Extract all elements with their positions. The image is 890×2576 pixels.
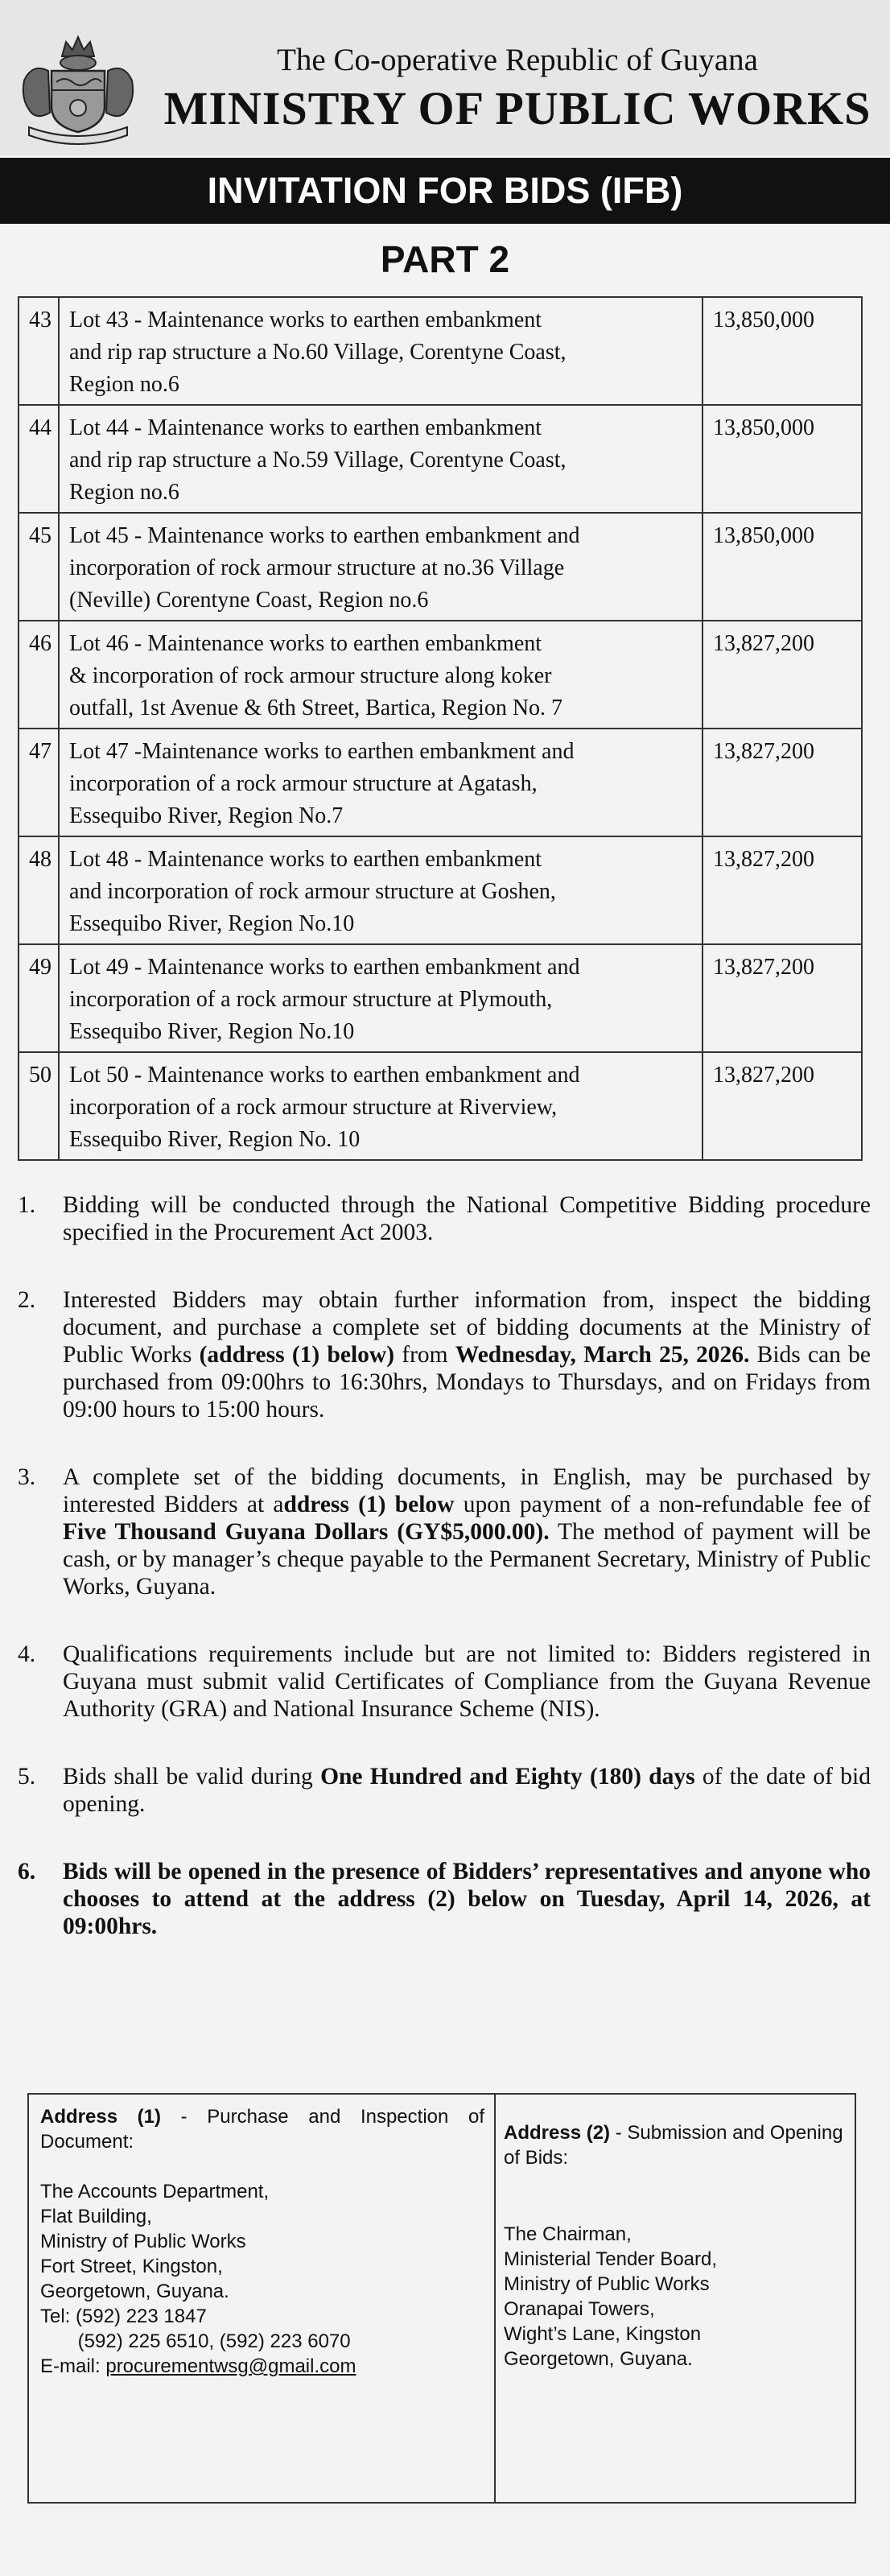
lot-description-line: Essequibo River, Region No. 10 (69, 1127, 361, 1152)
lot-amount: 13,827,200 (703, 1052, 862, 1160)
lot-number: 48 (19, 836, 59, 944)
condition-text: Bidding will be conducted through the National Competitive Bidding procedure specified in the Procurement Act 2003. (63, 1192, 871, 1245)
country-subtitle: The Co-operative Republic of Guyana (277, 43, 758, 77)
conditions-list (18, 1191, 871, 1940)
condition-item (18, 1641, 871, 1723)
lot-row (19, 944, 862, 1052)
address1-line: Fort Street, Kingston, (40, 2256, 223, 2277)
lot-description-line: Lot 47 -Maintenance works to earthen embankment and (69, 739, 575, 764)
condition-number: 6. (18, 1859, 36, 1885)
address-2-label: Address (2) (504, 2122, 611, 2144)
lot-row (19, 836, 862, 944)
condition-number: 5. (18, 1764, 36, 1790)
condition-text: Interested Bidders may obtain further information from, inspect the bidding document, and purchase a complete set of bidding documents at the Ministry of Public Works (63, 1287, 871, 1368)
condition-item (18, 1763, 871, 1818)
lot-description-line: and incorporation of rock armour structure at Goshen, (69, 879, 556, 904)
address1-line: Flat Building, (40, 2206, 152, 2227)
address-1-email-line (40, 2354, 484, 2379)
condition-text-bold: (address (1) below) (199, 1342, 395, 1368)
condition-text-bold: Five Thousand Guyana Dollars (GY$5,000.00). (63, 1519, 550, 1545)
condition-item (18, 1858, 871, 1940)
email-link[interactable]: procurementwsg@gmail.com (105, 2355, 356, 2377)
lot-description-line: and rip rap structure a No.59 Village, Corentyne Coast, (69, 448, 567, 473)
condition-text-bold: Wednesday, March 25, 2026. (455, 1342, 750, 1368)
lot-description-line: Lot 43 - Maintenance works to earthen embankment (69, 308, 542, 332)
lot-row (19, 405, 862, 513)
address1-line: The Accounts Department, (40, 2181, 270, 2202)
lot-description (59, 405, 703, 513)
address2-line: Wight’s Lane, Kingston (504, 2323, 702, 2345)
lot-description (59, 836, 703, 944)
address1-line: Tel: (592) 223 1847 (40, 2306, 207, 2327)
lot-number: 43 (19, 297, 59, 405)
lot-amount: 13,827,200 (703, 836, 862, 944)
condition-text: Bids can be purchased from 09:00hrs to 16:30hrs, Mondays to Thursdays, and on Fridays from 09:00 hours to 15:00 hours. (63, 1342, 871, 1422)
lot-row (19, 621, 862, 729)
address-box (27, 2093, 856, 2504)
lot-row (19, 297, 862, 405)
lot-number: 44 (19, 405, 59, 513)
condition-text-bold: ddress (1) below (283, 1492, 455, 1517)
condition-text: Bids shall be valid during (63, 1764, 321, 1790)
email-label: E-mail: (40, 2355, 106, 2377)
lot-number: 50 (19, 1052, 59, 1160)
condition-text-bold: One Hundred and Eighty (180) days (320, 1764, 695, 1790)
lot-amount: 13,850,000 (703, 297, 862, 405)
lot-row (19, 1052, 862, 1160)
lot-description-line: incorporation of rock armour structure at no.36 Village (69, 555, 565, 580)
lot-description-line: Region no.6 (69, 480, 179, 505)
address2-line: Georgetown, Guyana. (504, 2348, 693, 2370)
lot-description-line: Essequibo River, Region No.10 (69, 911, 355, 936)
address-1-label: Address (1) (40, 2106, 161, 2128)
address-2-heading (504, 2120, 846, 2170)
address-2-heading-text: - Submission and Opening of Bids: (504, 2122, 843, 2169)
lot-description-line: Lot 49 - Maintenance works to earthen embankment and (69, 955, 580, 980)
address-1 (40, 2104, 484, 2379)
lot-description-line: Lot 46 - Maintenance works to earthen embankment (69, 631, 542, 656)
lot-description (59, 297, 703, 405)
lot-description-line: (Neville) Corentyne Coast, Region no.6 (69, 588, 429, 613)
lot-description-line: Lot 45 - Maintenance works to earthen embankment and (69, 523, 580, 548)
address2-line: The Chairman, (504, 2223, 632, 2245)
ministry-title: MINISTRY OF PUBLIC WORKS (163, 82, 871, 134)
condition-text: The method of payment will be cash, or by manager’s cheque payable to the Permanent Secretary, Ministry of Public Works, Guyana. (63, 1519, 871, 1600)
lot-description (59, 621, 703, 729)
lot-description (59, 513, 703, 621)
condition-item (18, 1286, 871, 1423)
lot-number: 49 (19, 944, 59, 1052)
condition-text-bold: Bids will be opened in the presence of Bidders’ representatives and anyone who chooses to attend at the address (2) below on Tuesday, April 14, 2026, at 09:00hrs. (63, 1859, 871, 1939)
address1-line: (592) 225 6510, (592) 223 6070 (40, 2330, 351, 2352)
condition-text: of the date of bid opening. (63, 1764, 871, 1817)
lot-number: 47 (19, 729, 59, 836)
lots-table (18, 296, 863, 1161)
address1-line: Ministry of Public Works (40, 2231, 246, 2252)
lot-description (59, 1052, 703, 1160)
lot-description-line: incorporation of a rock armour structure at Plymouth, (69, 987, 553, 1012)
address2-line: Ministry of Public Works (504, 2273, 710, 2295)
lot-amount: 13,827,200 (703, 729, 862, 836)
condition-text: from (394, 1342, 455, 1368)
lot-number: 46 (19, 621, 59, 729)
lot-amount: 13,827,200 (703, 944, 862, 1052)
lot-description-line: and rip rap structure a No.60 Village, Corentyne Coast, (69, 340, 567, 365)
lot-description-line: Lot 50 - Maintenance works to earthen embankment and (69, 1063, 580, 1088)
lot-description-line: Lot 44 - Maintenance works to earthen embankment (69, 415, 542, 440)
address-2 (504, 2120, 846, 2372)
lot-amount: 13,850,000 (703, 405, 862, 513)
lot-description-line: Lot 48 - Maintenance works to earthen embankment (69, 847, 542, 872)
condition-number: 3. (18, 1464, 36, 1490)
condition-number: 4. (18, 1641, 36, 1667)
condition-item (18, 1463, 871, 1600)
coat-of-arms-icon (18, 32, 138, 145)
lot-amount: 13,850,000 (703, 513, 862, 621)
part-heading: PART 2 (380, 238, 510, 280)
lot-description-line: incorporation of a rock armour structure at Riverview, (69, 1095, 558, 1120)
lot-row (19, 513, 862, 621)
address2-line: Oranapai Towers, (504, 2298, 655, 2320)
address2-line: Ministerial Tender Board, (504, 2248, 718, 2270)
condition-number: 2. (18, 1287, 36, 1313)
condition-number: 1. (18, 1192, 36, 1218)
lot-description-line: Essequibo River, Region No.7 (69, 803, 344, 828)
lot-row (19, 729, 862, 836)
ifb-banner: INVITATION FOR BIDS (IFB) (0, 158, 890, 224)
address-1-heading (40, 2104, 484, 2154)
address1-line: Georgetown, Guyana. (40, 2281, 229, 2302)
lot-amount: 13,827,200 (703, 621, 862, 729)
condition-text: upon payment of a non-refundable fee of (454, 1492, 871, 1517)
lot-description-line: Essequibo River, Region No.10 (69, 1019, 355, 1044)
condition-text: A complete set of the bidding documents, in English, may be purchased by interested Bidders at a (63, 1464, 871, 1517)
lot-description (59, 944, 703, 1052)
lot-description-line: outfall, 1st Avenue & 6th Street, Bartica, Region No. 7 (69, 696, 563, 720)
lot-number: 45 (19, 513, 59, 621)
condition-item (18, 1191, 871, 1246)
address-1-heading-text: - Purchase and Inspection of Document: (40, 2106, 484, 2153)
lot-description-line: Region no.6 (69, 372, 179, 397)
lot-description-line: & incorporation of rock armour structure along koker (69, 663, 552, 688)
lot-description-line: incorporation of a rock armour structure at Agatash, (69, 771, 538, 796)
header (0, 0, 890, 155)
address-divider (494, 2095, 496, 2502)
lot-description (59, 729, 703, 836)
condition-text: Qualifications requirements include but are not limited to: Bidders registered in Guyana must submit valid Certificates of Compliance from the Guyana Revenue Authority (GRA) and National Insurance Scheme (NIS). (63, 1641, 871, 1722)
